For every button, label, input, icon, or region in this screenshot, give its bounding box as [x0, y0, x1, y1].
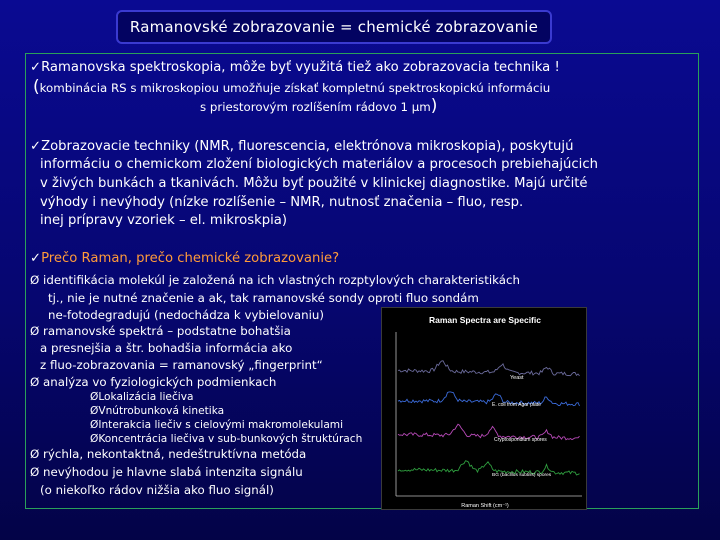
list-item-cont: tj., nie je nutné značenie a ak, tak ramanovské sondy oproti fluo sondám — [48, 291, 479, 305]
list-item: Ø identifikácia molekúl je založená na ich vlastných rozptylových charakteristikách — [30, 273, 520, 287]
arrow-icon: Ø — [90, 405, 99, 417]
bullet-2-line-2: informáciu o chemickom zložení biologických materiálov a procesoch prebiehajúcich — [40, 157, 598, 172]
spectrum-line — [398, 392, 580, 406]
spectra-lines — [398, 361, 580, 475]
list-item: Ø nevýhodou je hlavne slabá intenzita signálu — [30, 465, 303, 479]
check-icon: ✓ — [30, 251, 42, 266]
spectrum-line — [398, 361, 580, 376]
list-item: Ø rýchla, nekontaktná, nedeštruktívna metóda — [30, 447, 307, 461]
check-icon: ✓ — [30, 139, 42, 154]
arrow-icon: Ø — [30, 447, 40, 461]
sublist-item: ØVnútrobunková kinetika — [90, 405, 225, 417]
arrow-icon: Ø — [90, 391, 99, 403]
bullet-2-line-5: inej prípravy vzoriek – el. mikroskpia) — [40, 213, 288, 228]
list-item-cont: ne-fotodegradujú (nedochádza k vybielovaniu) — [48, 308, 324, 322]
bullet-1 — [30, 59, 560, 76]
label-crypto: Cryptosporidium spores — [494, 437, 547, 443]
raman-spectra-figure — [381, 307, 587, 510]
list-item: Ø ramanovské spektrá – podstatne bohatšia — [30, 324, 291, 338]
label-yeast: Yeast — [510, 375, 524, 381]
check-icon: ✓ — [30, 60, 42, 75]
label-bg: BG (bacillus subtilis) spores — [492, 473, 552, 478]
label-ecoli: E. coli from Agar plate — [492, 402, 541, 408]
arrow-icon: Ø — [90, 433, 99, 445]
list-item-cont: z fluo-zobrazovania = ramanovský „fingerprint“ — [40, 358, 323, 372]
x-axis-label: Raman Shift (cm⁻¹) — [461, 503, 509, 509]
paren-open: ( — [33, 77, 40, 97]
chart-title: Raman Spectra are Specific — [429, 315, 541, 325]
spectrum-line — [398, 461, 580, 475]
list-item-cont: (o niekoľko rádov nižšia ako fluo signál) — [40, 483, 274, 497]
sublist-item: ØInterakcia liečiv s cielovými makromolekulami — [90, 419, 344, 431]
arrow-icon: Ø — [30, 324, 40, 338]
arrow-icon: Ø — [30, 273, 40, 287]
paren-close: ) — [430, 96, 438, 116]
bullet-3 — [30, 250, 339, 267]
arrow-icon: Ø — [30, 375, 40, 389]
bullet-3-text: Prečo Raman, prečo chemické zobrazovanie? — [41, 251, 340, 266]
bullet-1-sub-line-1 — [33, 79, 550, 97]
list-item-cont: a presnejšia a štr. bohadšia informácia ako — [40, 341, 293, 355]
arrow-icon: Ø — [30, 465, 40, 479]
spectrum-line — [398, 424, 580, 440]
bullet-2-line-3: v živých bunkách a tkanivách. Môžu byť použité v klinickej diagnostike. Majú určité — [40, 176, 588, 191]
bullet-2-line-4: výhody i nevýhody (nízke rozlíšenie – NMR, nutnosť značenia – fluo, resp. — [40, 195, 524, 210]
list-item: Ø analýza vo fyziologických podmienkach — [30, 375, 277, 389]
sublist-item: ØLokalizácia liečiva — [90, 391, 194, 403]
bullet-1-text: Ramanovska spektroskopia, môže byť využitá tiež ako zobrazovacia technika ! — [41, 60, 560, 75]
bullet-1-sub-line-2 — [200, 98, 437, 116]
bullet-1-sub-1: kombinácia RS s mikroskopiou umožňuje získať kompletnú spektroskopickú informáciu — [39, 81, 551, 95]
bullet-2-line-1: ✓Zobrazovacie techniky (NMR, fluorescencia, elektrónova mikroskopia), poskytujú — [30, 139, 574, 154]
sublist-item: ØKoncentrácia liečiva v sub-bunkových štruktúrach — [90, 433, 363, 445]
arrow-icon: Ø — [90, 419, 99, 431]
raman-spectra-svg — [382, 308, 587, 510]
bullet-1-sub-2: s priestorovým rozlíšením rádovo 1 μm — [200, 100, 431, 114]
page-title: Ramanovské zobrazovanie = chemické zobrazovanie — [116, 10, 552, 44]
